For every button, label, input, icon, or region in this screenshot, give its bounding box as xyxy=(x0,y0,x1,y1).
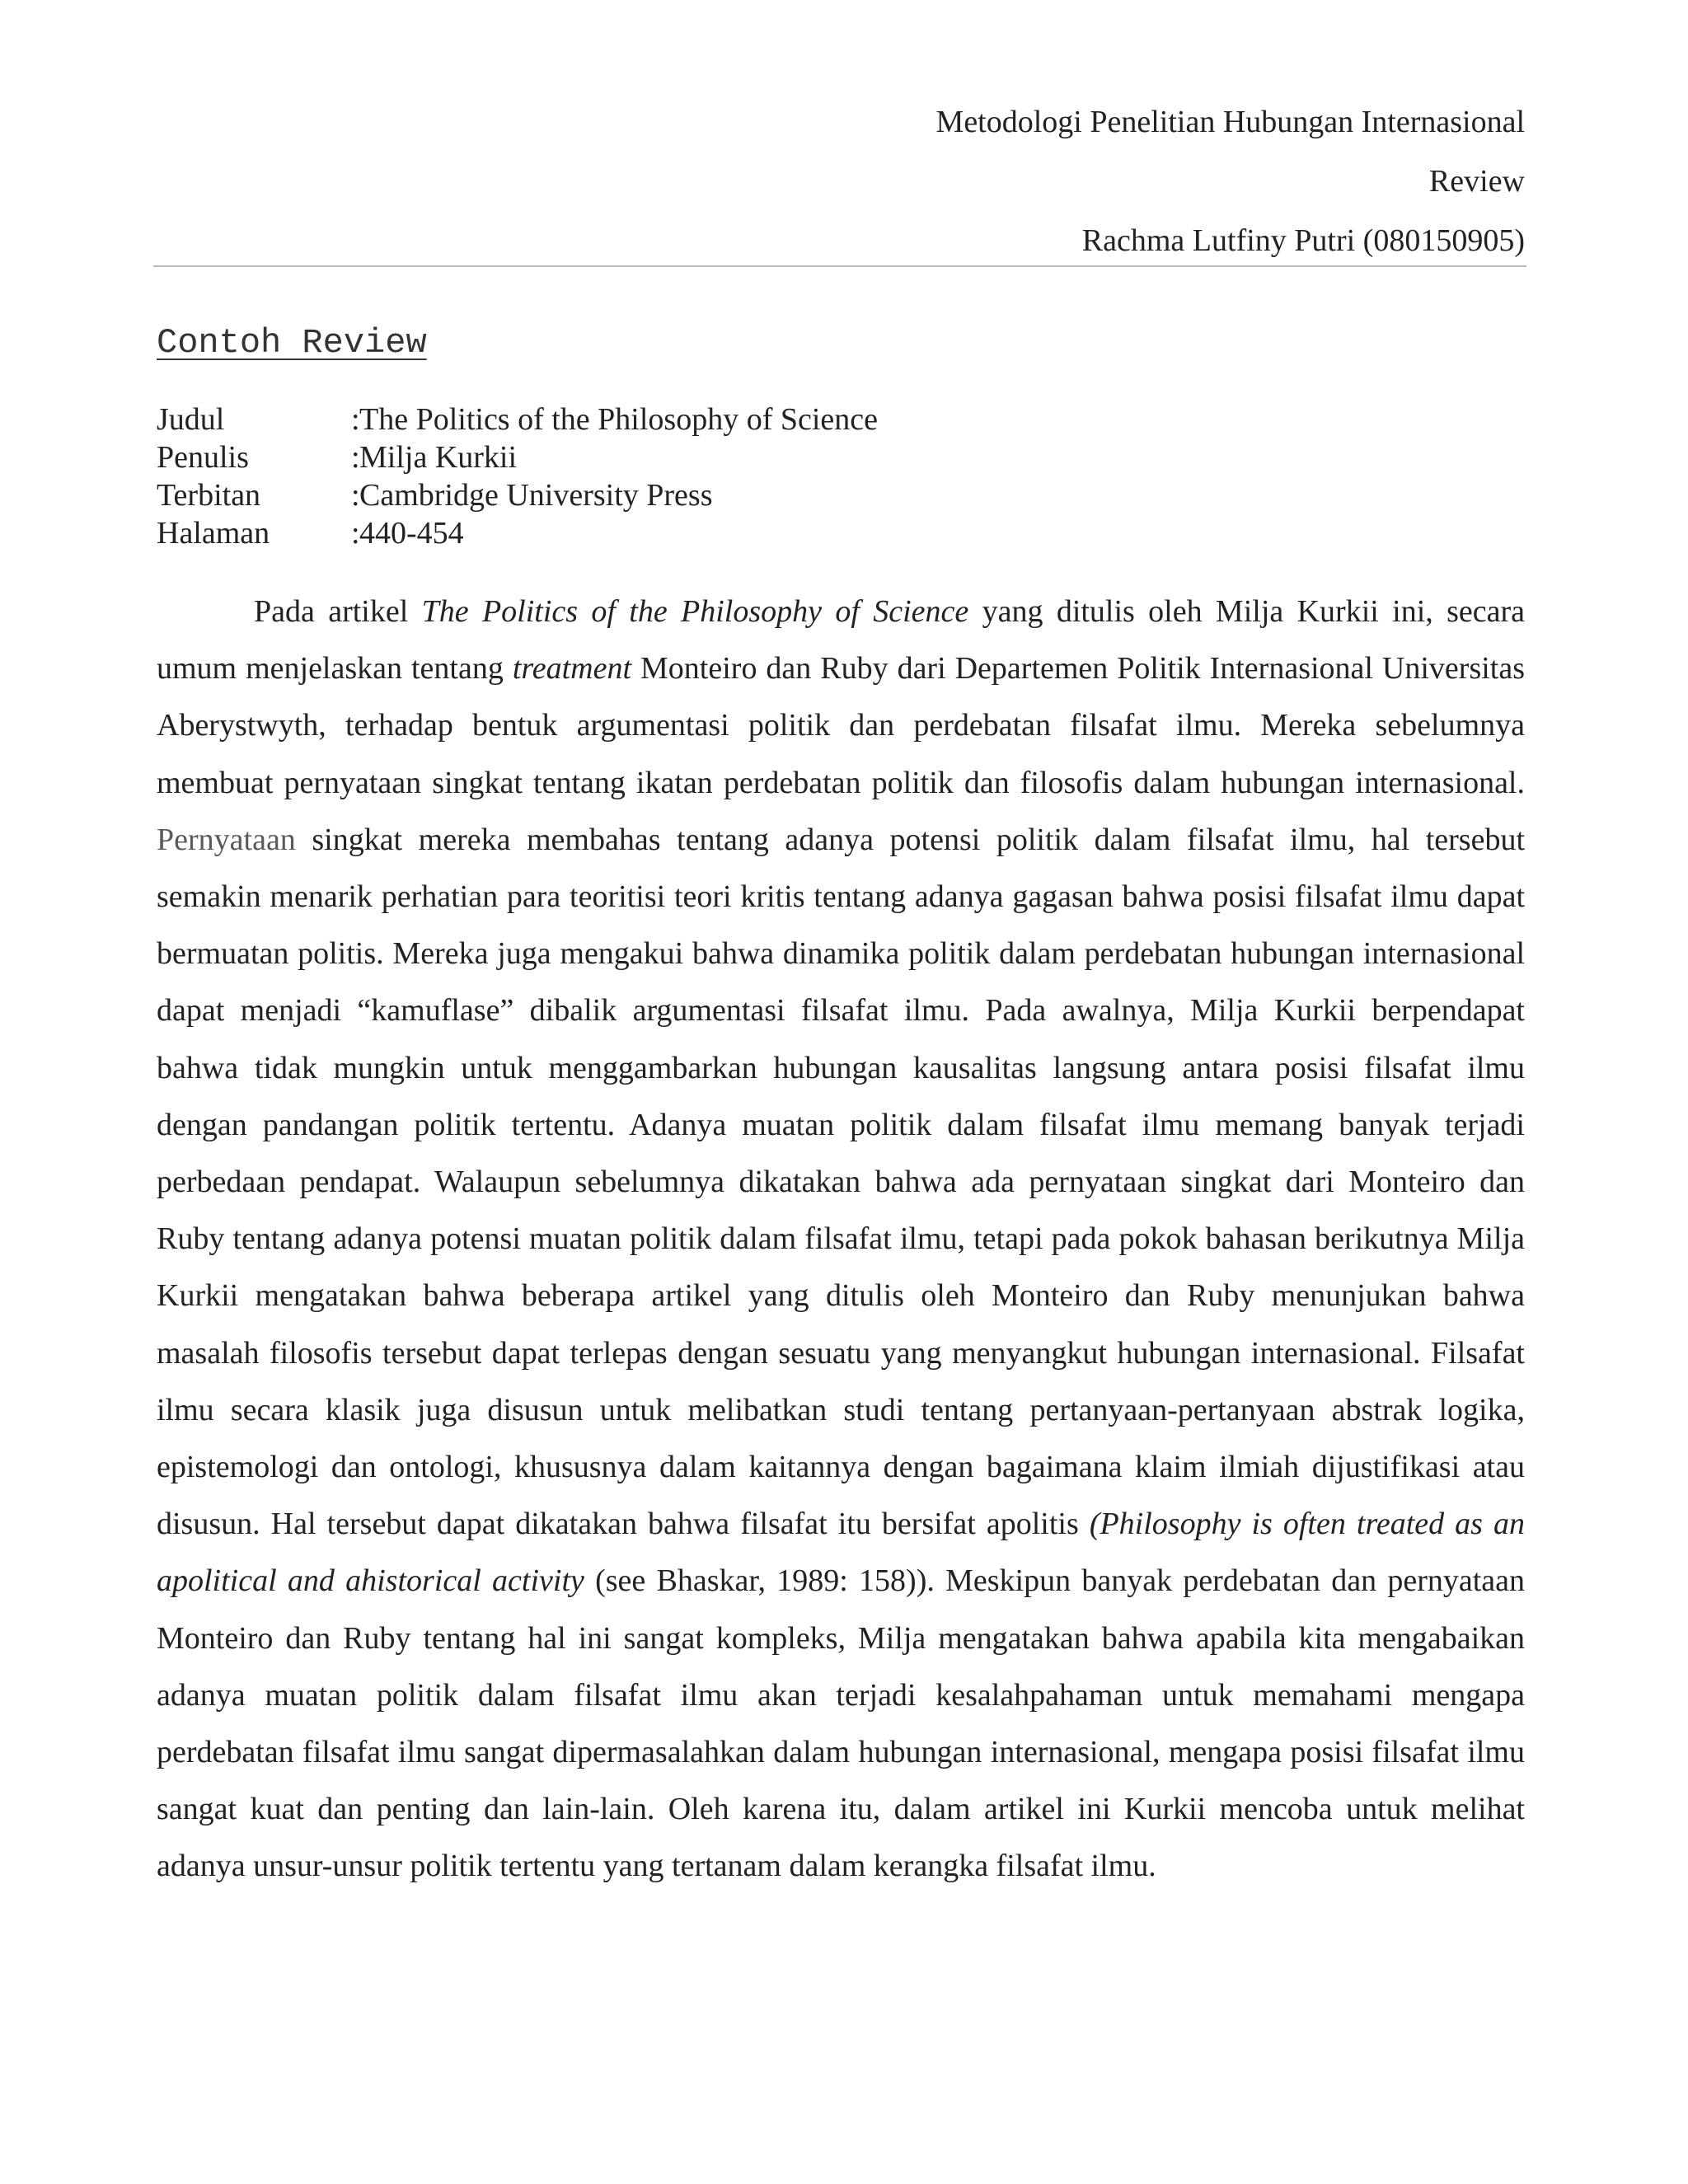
meta-value: The Politics of the Philosophy of Science xyxy=(359,402,879,437)
meta-row-halaman xyxy=(157,514,878,552)
meta-label: Terbitan xyxy=(157,478,261,513)
header-author: Rachma Lutfiny Putri (080150905) xyxy=(1081,223,1525,258)
meta-row-penulis xyxy=(157,438,878,476)
review-body xyxy=(157,583,1525,1896)
meta-value: Milja Kurkii xyxy=(359,440,518,475)
review-paragraph xyxy=(157,583,1525,1896)
term-italic: treatment xyxy=(512,651,632,687)
meta-value: Cambridge University Press xyxy=(359,478,713,513)
meta-row-terbitan xyxy=(157,476,878,514)
meta-separator: : xyxy=(351,516,360,551)
text-run: Monteiro dan Ruby dari Departemen Politik Internasional Universitas Aberystwyth, terhadap bentuk argumentasi politik dan perdebatan filsafat ilmu. Mereka sebelumnya membuat pernyataan singkat tentang ikatan perdebatan politik dan filosofis dalam hubungan internasional. xyxy=(157,651,1526,800)
meta-label: Halaman xyxy=(157,516,270,551)
meta-row-judul xyxy=(157,401,878,438)
text-run: Pada artikel xyxy=(254,594,422,629)
header-divider xyxy=(153,265,1526,267)
comma-italic: , xyxy=(837,1620,846,1656)
header-doc-type: Review xyxy=(1428,164,1525,199)
header-course: Metodologi Penelitian Hubungan Internasional xyxy=(935,105,1525,139)
quote-italic: (Philosophy is often treated as an apolitical and ahistorical activity xyxy=(157,1507,1525,1599)
meta-separator: : xyxy=(351,402,360,437)
meta-label: Judul xyxy=(157,402,225,437)
meta-label: Penulis xyxy=(157,440,249,475)
text-run: yang ditulis oleh Milja Kurkii ini, secara umum menjelaskan tentang xyxy=(157,594,1526,687)
page-header xyxy=(153,92,1525,270)
meta-separator: : xyxy=(351,478,360,513)
meta-separator: : xyxy=(351,440,360,475)
meta-value: 440-454 xyxy=(359,516,464,551)
article-title-italic: The Politics of the Philosophy of Science xyxy=(421,594,969,629)
text-run: (see Bhaskar, 1989: 158)). Meskipun banyak perdebatan dan pernyataan Monteiro dan Ruby tentang hal ini sangat kompleks xyxy=(157,1563,1525,1656)
article-metadata xyxy=(157,401,878,552)
text-run: Milja mengatakan bahwa apabila kita mengabaikan adanya muatan politik dalam filsafat ilmu akan terjadi kesalahpahaman untuk memahami mengapa perdebatan filsafat ilmu sangat dipermasalahkan dalam hubungan internasional, mengapa posisi filsafat ilmu sangat kuat dan penting dan lain-lain. Oleh karena itu, dalam artikel ini Kurkii mencoba untuk melihat adanya unsur-unsur politik tertentu yang tertanam dalam kerangka filsafat ilmu. xyxy=(157,1620,1526,1884)
text-run-gray: Pernyataan xyxy=(157,822,296,857)
text-run: singkat mereka membahas tentang adanya potensi politik dalam filsafat ilmu, hal tersebut semakin menarik perhatian para teoritisi teori kritis tentang adanya gagasan bahwa posisi filsafat ilmu dapat bermuatan politis. Mereka juga mengakui bahwa dinamika politik dalam perdebatan hubungan internasional dapat menjadi “kamuflase” dibalik argumentasi filsafat ilmu. Pada awalnya, Milja Kurkii berpendapat bahwa tidak mungkin untuk menggambarkan hubungan kausalitas langsung antara posisi filsafat ilmu dengan pandangan politik tertentu. Adanya muatan politik dalam filsafat ilmu memang banyak terjadi perbedaan pendapat. Walaupun sebelumnya dikatakan bahwa ada pernyataan singkat dari Monteiro dan Ruby tentang adanya potensi muatan politik dalam filsafat ilmu, tetapi pada pokok bahasan berikutnya Milja Kurkii mengatakan bahwa beberapa artikel yang ditulis oleh Monteiro dan Ruby menunjukan bahwa masalah filosofis tersebut dapat terlepas dengan sesuatu yang menyangkut hubungan internasional. Filsafat ilmu secara klasik juga disusun untuk melibatkan studi tentang pertanyaan-pertanyaan abstrak logika, epistemologi dan ontologi, khususnya dalam kaitannya dengan bagaimana klaim ilmiah dijustifikasi atau disusun. Hal tersebut dapat dikatakan bahwa filsafat itu bersifat apolitis xyxy=(157,822,1525,1542)
document-title: Contoh Review xyxy=(157,323,427,363)
